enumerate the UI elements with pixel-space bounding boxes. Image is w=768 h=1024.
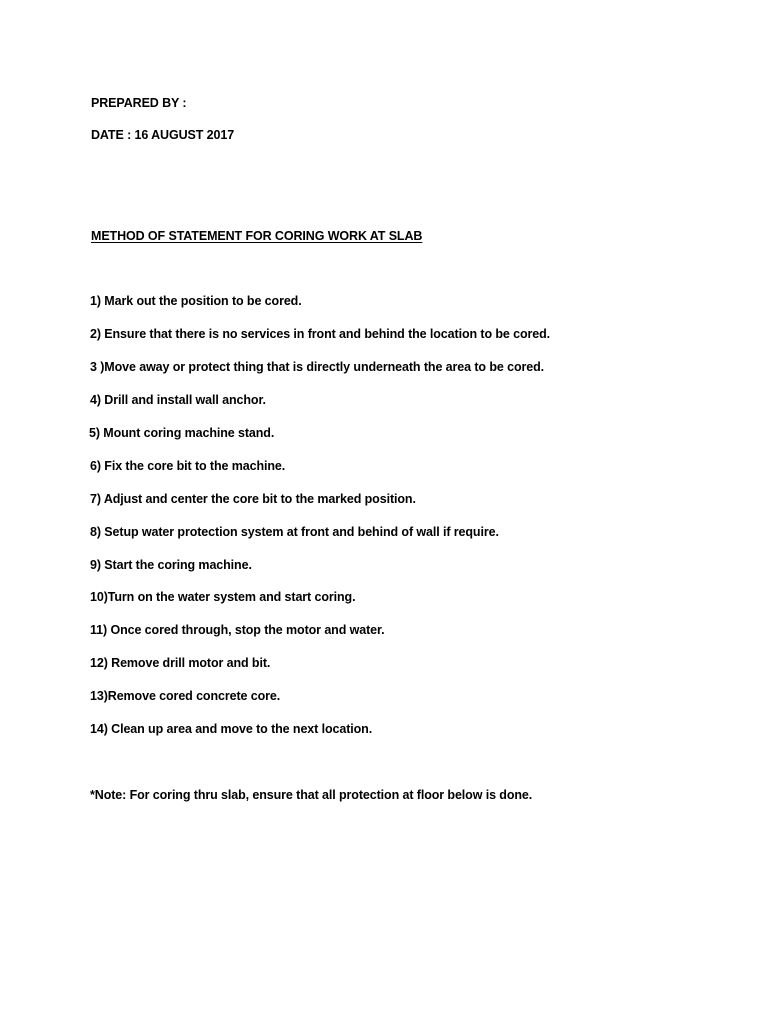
step-item: 12) Remove drill motor and bit. — [90, 656, 271, 670]
note-text: *Note: For coring thru slab, ensure that all protection at floor below is done. — [90, 788, 533, 802]
step-item: 2) Ensure that there is no services in front and behind the location to be cored. — [90, 327, 551, 341]
step-item: 11) Once cored through, stop the motor and water. — [90, 623, 385, 637]
date-label: DATE : 16 AUGUST 2017 — [91, 128, 235, 142]
step-item: 14) Clean up area and move to the next location. — [90, 722, 373, 736]
step-item: 7) Adjust and center the core bit to the marked position. — [90, 492, 416, 506]
document-title: METHOD OF STATEMENT FOR CORING WORK AT SLAB — [91, 229, 423, 243]
step-item: 5) Mount coring machine stand. — [89, 426, 275, 440]
step-item: 10)Turn on the water system and start coring. — [90, 590, 356, 604]
step-item: 4) Drill and install wall anchor. — [90, 393, 266, 407]
step-item: 9) Start the coring machine. — [90, 558, 252, 572]
prepared-by-label: PREPARED BY : — [91, 96, 187, 110]
step-item: 13)Remove cored concrete core. — [90, 689, 281, 703]
step-item: 6) Fix the core bit to the machine. — [90, 459, 286, 473]
step-item: 3 )Move away or protect thing that is directly underneath the area to be cored. — [90, 360, 545, 374]
step-item: 1) Mark out the position to be cored. — [90, 294, 302, 308]
step-item: 8) Setup water protection system at front and behind of wall if require. — [90, 525, 499, 539]
